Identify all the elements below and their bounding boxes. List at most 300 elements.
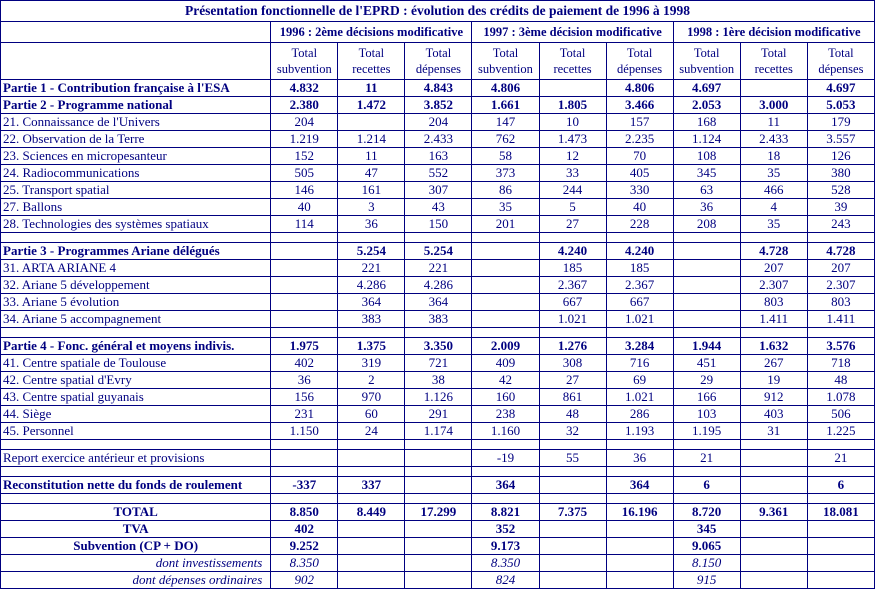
cell-value: 2.053 xyxy=(673,97,740,114)
cell-value xyxy=(405,477,472,494)
row-label: dont investissements xyxy=(1,555,271,572)
cell-value: 1.174 xyxy=(405,423,472,440)
cell-value: 221 xyxy=(338,260,405,277)
page-title: Présentation fonctionnelle de l'EPRD : évolution des crédits de paiement de 1996 à 1998 xyxy=(1,1,875,22)
cell-value: 1.126 xyxy=(405,389,472,406)
cell-value: 31 xyxy=(740,423,807,440)
cell-value: 2.009 xyxy=(472,338,539,355)
column-header-bottom: subvention xyxy=(276,62,332,76)
table-row xyxy=(1,555,875,572)
cell-value: 824 xyxy=(472,572,539,589)
cell-value: 163 xyxy=(405,148,472,165)
cell-value: 55 xyxy=(539,450,606,467)
row-label: 32. Ariane 5 développement xyxy=(1,277,271,294)
cell-value: 42 xyxy=(472,372,539,389)
spacer-row xyxy=(1,467,875,477)
row-label xyxy=(1,440,271,450)
table-row xyxy=(1,148,875,165)
table-row xyxy=(1,243,875,260)
cell-value: 1.124 xyxy=(673,131,740,148)
cell-value: 8.350 xyxy=(271,555,338,572)
cell-value xyxy=(405,494,472,504)
cell-value: 238 xyxy=(472,406,539,423)
cell-value xyxy=(405,450,472,467)
cell-value xyxy=(606,555,673,572)
cell-value: 1.225 xyxy=(807,423,874,440)
row-label: dont dépenses ordinaires xyxy=(1,572,271,589)
cell-value xyxy=(807,538,874,555)
cell-value xyxy=(405,555,472,572)
cell-value xyxy=(472,243,539,260)
cell-value xyxy=(740,572,807,589)
column-header-bottom: dépenses xyxy=(415,62,461,76)
cell-value: 403 xyxy=(740,406,807,423)
cell-value xyxy=(472,233,539,243)
cell-value: 3.576 xyxy=(807,338,874,355)
cell-value: 8.350 xyxy=(472,555,539,572)
year-group-row xyxy=(1,22,875,43)
row-label: Partie 1 - Contribution française à l'ESA xyxy=(1,80,271,97)
cell-value: 402 xyxy=(271,355,338,372)
cell-value xyxy=(539,80,606,97)
cell-value xyxy=(271,233,338,243)
cell-value: -337 xyxy=(271,477,338,494)
cell-value: 8.821 xyxy=(472,504,539,521)
table-row xyxy=(1,260,875,277)
row-label: 45. Personnel xyxy=(1,423,271,440)
cell-value: 364 xyxy=(338,294,405,311)
cell-value: 4.697 xyxy=(673,80,740,97)
cell-value: 8.150 xyxy=(673,555,740,572)
group-header-1997: 1997 : 3ème décision modificative xyxy=(472,22,673,43)
cell-value: 902 xyxy=(271,572,338,589)
cell-value: 1.021 xyxy=(539,311,606,328)
cell-value: 337 xyxy=(338,477,405,494)
cell-value: 3.466 xyxy=(606,97,673,114)
cell-value: 3.000 xyxy=(740,97,807,114)
group-header-1998: 1998 : 1ère décision modificative xyxy=(673,22,874,43)
cell-value: 168 xyxy=(673,114,740,131)
cell-value: 1.219 xyxy=(271,131,338,148)
cell-value: 267 xyxy=(740,355,807,372)
column-header-top: Total xyxy=(559,45,586,60)
row-label xyxy=(1,328,271,338)
cell-value: 528 xyxy=(807,182,874,199)
cell-value xyxy=(740,521,807,538)
cell-value: 24 xyxy=(338,423,405,440)
cell-value: 409 xyxy=(472,355,539,372)
cell-value: -19 xyxy=(472,450,539,467)
cell-value: 3.852 xyxy=(405,97,472,114)
column-header-depenses xyxy=(606,43,673,80)
cell-value: 43 xyxy=(405,199,472,216)
cell-value xyxy=(405,467,472,477)
cell-value xyxy=(740,477,807,494)
table-row xyxy=(1,294,875,311)
cell-value: 204 xyxy=(271,114,338,131)
row-label: Reconstitution nette du fonds de roulement xyxy=(1,477,271,494)
column-header-bottom: recettes xyxy=(352,62,391,76)
cell-value: 4.832 xyxy=(271,80,338,97)
row-label: 41. Centre spatiale de Toulouse xyxy=(1,355,271,372)
cell-value: 10 xyxy=(539,114,606,131)
cell-value xyxy=(606,233,673,243)
cell-value: 506 xyxy=(807,406,874,423)
cell-value xyxy=(807,233,874,243)
row-label: 24. Radiocommunications xyxy=(1,165,271,182)
cell-value: 2.367 xyxy=(539,277,606,294)
cell-value xyxy=(673,440,740,450)
cell-value: 3.284 xyxy=(606,338,673,355)
table-row xyxy=(1,338,875,355)
cell-value: 915 xyxy=(673,572,740,589)
cell-value xyxy=(740,555,807,572)
cell-value xyxy=(807,494,874,504)
cell-value: 38 xyxy=(405,372,472,389)
table-row xyxy=(1,216,875,233)
column-header-top: Total xyxy=(425,45,452,60)
cell-value: 231 xyxy=(271,406,338,423)
row-label: 21. Connaissance de l'Univers xyxy=(1,114,271,131)
row-label: 43. Centre spatial guyanais xyxy=(1,389,271,406)
cell-value: 364 xyxy=(472,477,539,494)
column-header-top: Total xyxy=(492,45,519,60)
spacer-row xyxy=(1,440,875,450)
cell-value: 716 xyxy=(606,355,673,372)
cell-value: 1.160 xyxy=(472,423,539,440)
cell-value: 147 xyxy=(472,114,539,131)
cell-value: 1.411 xyxy=(807,311,874,328)
cell-value xyxy=(606,440,673,450)
table-row xyxy=(1,199,875,216)
cell-value: 21 xyxy=(673,450,740,467)
cell-value: 11 xyxy=(338,80,405,97)
row-label: 42. Centre spatial d'Evry xyxy=(1,372,271,389)
cell-value xyxy=(673,260,740,277)
cell-value: 1.375 xyxy=(338,338,405,355)
cell-value: 667 xyxy=(539,294,606,311)
cell-value: 2.433 xyxy=(740,131,807,148)
cell-value xyxy=(807,440,874,450)
cell-value xyxy=(606,467,673,477)
row-label: TVA xyxy=(1,521,271,538)
cell-value: 2 xyxy=(338,372,405,389)
cell-value xyxy=(673,233,740,243)
cell-value xyxy=(472,467,539,477)
cell-value xyxy=(740,440,807,450)
cell-value: 16.196 xyxy=(606,504,673,521)
cell-value: 2.307 xyxy=(740,277,807,294)
cell-value: 1.975 xyxy=(271,338,338,355)
table-header xyxy=(1,1,875,80)
cell-value: 228 xyxy=(606,216,673,233)
cell-value xyxy=(338,494,405,504)
table-row xyxy=(1,389,875,406)
row-label xyxy=(1,494,271,504)
cell-value: 21 xyxy=(807,450,874,467)
table-row xyxy=(1,114,875,131)
cell-value: 48 xyxy=(539,406,606,423)
cell-value: 19 xyxy=(740,372,807,389)
cell-value: 4.843 xyxy=(405,80,472,97)
column-header-subvention xyxy=(271,43,338,80)
cell-value: 345 xyxy=(673,521,740,538)
column-header-top: Total xyxy=(828,45,854,60)
cell-value: 11 xyxy=(740,114,807,131)
cell-value: 5.053 xyxy=(807,97,874,114)
cell-value xyxy=(606,494,673,504)
cell-value xyxy=(338,440,405,450)
row-label: 44. Siège xyxy=(1,406,271,423)
cell-value xyxy=(271,440,338,450)
cell-value: 466 xyxy=(740,182,807,199)
cell-value xyxy=(673,277,740,294)
table-row xyxy=(1,165,875,182)
cell-value: 505 xyxy=(271,165,338,182)
table-row xyxy=(1,131,875,148)
cell-value xyxy=(472,328,539,338)
cell-value: 4.728 xyxy=(740,243,807,260)
cell-value: 103 xyxy=(673,406,740,423)
cell-value: 36 xyxy=(606,450,673,467)
cell-value: 6 xyxy=(673,477,740,494)
cell-value: 221 xyxy=(405,260,472,277)
table-row xyxy=(1,277,875,294)
cell-value: 12 xyxy=(539,148,606,165)
cell-value: 9.173 xyxy=(472,538,539,555)
cell-value: 166 xyxy=(673,389,740,406)
cell-value: 146 xyxy=(271,182,338,199)
table-row xyxy=(1,182,875,199)
cell-value: 47 xyxy=(338,165,405,182)
row-label: 34. Ariane 5 accompagnement xyxy=(1,311,271,328)
cell-value xyxy=(271,311,338,328)
cell-value xyxy=(338,538,405,555)
cell-value: 40 xyxy=(271,199,338,216)
cell-value xyxy=(539,477,606,494)
cell-value xyxy=(271,494,338,504)
cell-value: 36 xyxy=(673,199,740,216)
cell-value xyxy=(673,243,740,260)
cell-value: 2.433 xyxy=(405,131,472,148)
cell-value xyxy=(606,538,673,555)
cell-value: 70 xyxy=(606,148,673,165)
column-header-top: Total xyxy=(760,45,787,60)
cell-value xyxy=(673,494,740,504)
cell-value: 207 xyxy=(807,260,874,277)
column-header-subvention xyxy=(472,43,539,80)
cell-value: 3.350 xyxy=(405,338,472,355)
column-header-subvention xyxy=(673,43,740,80)
cell-value xyxy=(807,328,874,338)
column-header-bottom: dépenses xyxy=(818,62,864,76)
corner-cell xyxy=(1,22,271,43)
cell-value: 244 xyxy=(539,182,606,199)
table-row xyxy=(1,538,875,555)
cell-value xyxy=(539,538,606,555)
cell-value: 32 xyxy=(539,423,606,440)
cell-value: 179 xyxy=(807,114,874,131)
cell-value: 364 xyxy=(606,477,673,494)
column-header-bottom: recettes xyxy=(754,62,793,76)
table-row xyxy=(1,372,875,389)
cell-value: 40 xyxy=(606,199,673,216)
cell-value: 1.805 xyxy=(539,97,606,114)
cell-value xyxy=(472,440,539,450)
cell-value: 9.361 xyxy=(740,504,807,521)
spacer-row xyxy=(1,233,875,243)
cell-value: 364 xyxy=(405,294,472,311)
cell-value: 9.065 xyxy=(673,538,740,555)
cell-value xyxy=(807,555,874,572)
cell-value: 1.473 xyxy=(539,131,606,148)
cell-value xyxy=(271,277,338,294)
corner-cell xyxy=(1,43,271,80)
cell-value: 63 xyxy=(673,182,740,199)
cell-value xyxy=(673,311,740,328)
cell-value: 58 xyxy=(472,148,539,165)
row-label: 31. ARTA ARIANE 4 xyxy=(1,260,271,277)
cell-value: 1.078 xyxy=(807,389,874,406)
row-label: 22. Observation de la Terre xyxy=(1,131,271,148)
cell-value: 4.240 xyxy=(606,243,673,260)
cell-value: 60 xyxy=(338,406,405,423)
column-header-top: Total xyxy=(693,45,720,60)
cell-value: 157 xyxy=(606,114,673,131)
cell-value: 383 xyxy=(338,311,405,328)
table-row xyxy=(1,423,875,440)
cell-value: 2.380 xyxy=(271,97,338,114)
column-header-depenses xyxy=(807,43,874,80)
cell-value: 970 xyxy=(338,389,405,406)
spacer-row xyxy=(1,494,875,504)
table-row xyxy=(1,97,875,114)
cell-value: 803 xyxy=(807,294,874,311)
cell-value: 17.299 xyxy=(405,504,472,521)
cell-value: 718 xyxy=(807,355,874,372)
cell-value xyxy=(740,80,807,97)
cell-value: 156 xyxy=(271,389,338,406)
cell-value: 208 xyxy=(673,216,740,233)
cell-value: 307 xyxy=(405,182,472,199)
cell-value xyxy=(271,260,338,277)
cell-value: 451 xyxy=(673,355,740,372)
table-row xyxy=(1,521,875,538)
cell-value: 9.252 xyxy=(271,538,338,555)
row-label: 28. Technologies des systèmes spatiaux xyxy=(1,216,271,233)
cell-value: 108 xyxy=(673,148,740,165)
cell-value: 39 xyxy=(807,199,874,216)
column-header-depenses xyxy=(405,43,472,80)
cell-value: 1.214 xyxy=(338,131,405,148)
cell-value xyxy=(539,572,606,589)
cell-value: 6 xyxy=(807,477,874,494)
row-label: Partie 4 - Fonc. général et moyens indivis. xyxy=(1,338,271,355)
cell-value xyxy=(740,450,807,467)
cell-value: 35 xyxy=(472,199,539,216)
row-label xyxy=(1,467,271,477)
cell-value: 345 xyxy=(673,165,740,182)
cell-value: 721 xyxy=(405,355,472,372)
cell-value xyxy=(472,294,539,311)
cell-value: 126 xyxy=(807,148,874,165)
cell-value xyxy=(271,328,338,338)
cell-value: 2.235 xyxy=(606,131,673,148)
cell-value xyxy=(338,328,405,338)
cell-value xyxy=(338,555,405,572)
cell-value: 35 xyxy=(740,165,807,182)
cell-value xyxy=(673,467,740,477)
cell-value xyxy=(539,555,606,572)
cell-value: 352 xyxy=(472,521,539,538)
cell-value: 5.254 xyxy=(338,243,405,260)
cell-value: 402 xyxy=(271,521,338,538)
cell-value: 4 xyxy=(740,199,807,216)
cell-value xyxy=(740,467,807,477)
cell-value: 286 xyxy=(606,406,673,423)
table-body xyxy=(1,80,875,589)
cell-value xyxy=(740,233,807,243)
cell-value xyxy=(405,521,472,538)
cell-value: 8.720 xyxy=(673,504,740,521)
cell-value xyxy=(405,440,472,450)
cell-value: 4.286 xyxy=(338,277,405,294)
column-header-row xyxy=(1,43,875,80)
cell-value: 27 xyxy=(539,372,606,389)
cell-value: 373 xyxy=(472,165,539,182)
column-header-top: Total xyxy=(291,45,318,60)
cell-value xyxy=(405,328,472,338)
cell-value: 160 xyxy=(472,389,539,406)
row-label xyxy=(1,233,271,243)
cell-value xyxy=(338,233,405,243)
cell-value: 1.195 xyxy=(673,423,740,440)
cell-value: 380 xyxy=(807,165,874,182)
cell-value xyxy=(405,233,472,243)
cell-value: 5 xyxy=(539,199,606,216)
table-row xyxy=(1,504,875,521)
cell-value: 48 xyxy=(807,372,874,389)
column-header-recettes xyxy=(338,43,405,80)
row-label: Partie 2 - Programme national xyxy=(1,97,271,114)
column-header-bottom: subvention xyxy=(478,62,533,76)
cell-value: 18 xyxy=(740,148,807,165)
cell-value xyxy=(338,521,405,538)
cell-value: 207 xyxy=(740,260,807,277)
cell-value: 1.021 xyxy=(606,389,673,406)
cell-value: 1.661 xyxy=(472,97,539,114)
cell-value xyxy=(740,538,807,555)
cell-value: 1.193 xyxy=(606,423,673,440)
cell-value xyxy=(271,450,338,467)
cell-value: 861 xyxy=(539,389,606,406)
cell-value: 1.944 xyxy=(673,338,740,355)
cell-value: 150 xyxy=(405,216,472,233)
row-label: TOTAL xyxy=(1,504,271,521)
cell-value: 114 xyxy=(271,216,338,233)
cell-value: 33 xyxy=(539,165,606,182)
group-header-1996: 1996 : 2ème décisions modificative xyxy=(271,22,472,43)
cell-value: 4.806 xyxy=(606,80,673,97)
cell-value: 11 xyxy=(338,148,405,165)
cell-value: 308 xyxy=(539,355,606,372)
cell-value: 2.307 xyxy=(807,277,874,294)
cell-value: 1.472 xyxy=(338,97,405,114)
column-header-recettes xyxy=(539,43,606,80)
column-header-top: Total xyxy=(626,45,653,60)
cell-value xyxy=(405,572,472,589)
cell-value xyxy=(472,311,539,328)
